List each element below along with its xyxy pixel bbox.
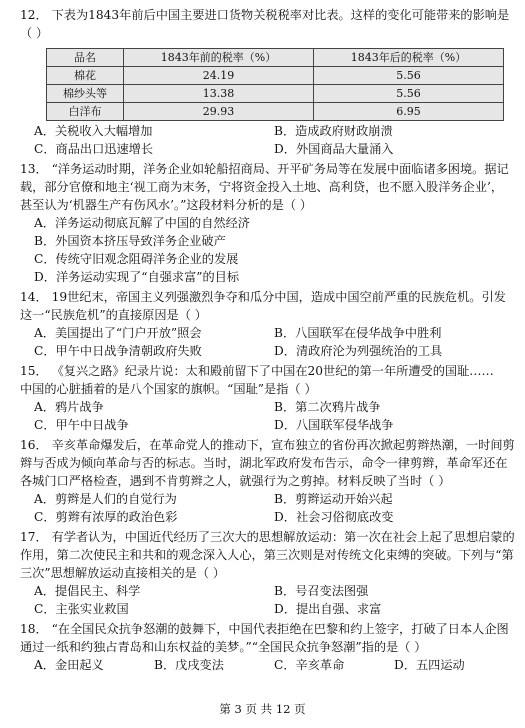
table-header: 1843年前的税率（%） bbox=[124, 49, 314, 67]
question-stem: 三次”思想解放运动直接相关的是（ ） bbox=[20, 566, 226, 580]
option-b: B．号召变法图强 bbox=[274, 584, 369, 598]
option-d: D．外国商品大量涌入 bbox=[274, 142, 394, 156]
question-14 bbox=[20, 288, 511, 360]
question-stem: 18． “在全国民众抗争怒潮的鼓舞下，中国代表拒绝在巴黎和约上签字，打破了日本人企图 bbox=[20, 622, 509, 636]
table-cell: 白洋布 bbox=[47, 103, 124, 121]
option-c: C．剪辫有浓厚的政治色彩 bbox=[34, 510, 178, 524]
option-b: B．造成政府财政崩溃 bbox=[274, 124, 393, 138]
option-a: A．提倡民主、科学 bbox=[34, 584, 141, 598]
question-stem: 辫与否成为倾向革命与否的标志。当时，湖北军政府发布告示，命令一律剪辫，革命军还在 bbox=[20, 456, 508, 470]
option-d: D．清政府沦为列强统治的工具 bbox=[274, 344, 443, 358]
option-c: C．商品出口迅速增长 bbox=[34, 142, 154, 156]
option-b: B．剪辫运动开始兴起 bbox=[274, 492, 393, 506]
question-stem: 载，部分官僚和地主‘视工商为末务，宁将资金投入土地、高利贷，也不愿入股洋务企业’， bbox=[20, 180, 504, 194]
tariff-table bbox=[46, 48, 504, 121]
option-b: B．外国资本挤压导致洋务企业破产 bbox=[34, 234, 226, 248]
question-stem: 作用，第二次使民主和共和的观念深入人心，第三次则是对传统文化束缚的突破。下列与“第 bbox=[20, 548, 514, 562]
option-a: A．洋务运动彻底瓦解了中国的自然经济 bbox=[34, 216, 250, 230]
option-d: D．提出自强、求富 bbox=[274, 602, 382, 616]
table-cell: 24.19 bbox=[124, 67, 314, 85]
table-row bbox=[47, 103, 504, 121]
table-cell: 6.95 bbox=[314, 103, 504, 121]
table-cell: 29.93 bbox=[124, 103, 314, 121]
option-a: A．剪辫是人们的自觉行为 bbox=[34, 492, 177, 506]
table-cell: 13.38 bbox=[124, 85, 314, 103]
question-stem: 13． “洋务运动时期，洋务企业如轮船招商局、开平矿务局等在发展中面临诸多困境。据记 bbox=[20, 162, 509, 176]
question-stem: 16． 辛亥革命爆发后，在革命党人的推动下，宣布独立的省份再次掀起剪辫热潮，一时间剪 bbox=[20, 438, 515, 452]
question-12-options bbox=[20, 122, 511, 158]
option-c: C．甲午中日战争 bbox=[34, 418, 129, 432]
question-16 bbox=[20, 436, 515, 526]
option-a: A．关税收入大幅增加 bbox=[34, 124, 153, 138]
table-header-row bbox=[47, 49, 504, 67]
option-c: C．辛亥革命 bbox=[274, 658, 345, 672]
option-a: A．美国提出了“门户开放”照会 bbox=[34, 326, 202, 340]
option-b: B．八国联军在侵华战争中胜利 bbox=[274, 326, 442, 340]
option-c: C．主张实业救国 bbox=[34, 602, 129, 616]
option-a: A．鸦片战争 bbox=[34, 400, 104, 414]
question-18 bbox=[20, 620, 511, 674]
table-header: 品名 bbox=[47, 49, 124, 67]
question-stem: 17． 有学者认为，中国近代经历了三次大的思想解放运动：第一次在社会上起了思想启蒙的 bbox=[20, 530, 515, 544]
option-b: B．第二次鸦片战争 bbox=[274, 400, 381, 414]
table-cell: 棉纱头等 bbox=[47, 85, 124, 103]
question-17 bbox=[20, 528, 515, 618]
option-a: A．金田起义 bbox=[34, 658, 104, 672]
answer-bracket: （ ） bbox=[20, 26, 49, 40]
table-row bbox=[47, 67, 504, 85]
table-cell: 5.56 bbox=[314, 85, 504, 103]
table-cell: 5.56 bbox=[314, 67, 504, 85]
question-12 bbox=[20, 6, 511, 42]
option-d: D．八国联军侵华战争 bbox=[274, 418, 394, 432]
question-stem: 12． 下表为1843年前后中国主要进口货物关税税率对比表。这样的变化可能带来的影响是 bbox=[20, 8, 510, 22]
option-d: D．洋务运动实现了“自强求富”的目标 bbox=[34, 270, 240, 284]
question-stem: 各城门口严格检查，遇到不肯剪辫之人，就强行为之剪掉。材料反映了当时（ ） bbox=[20, 474, 451, 488]
page-number: 第 3 页 共 12 页 bbox=[219, 702, 306, 716]
question-stem: 15． 《复兴之路》纪录片说：太和殿前留下了中国在20世纪的第一年所遭受的国耻…… bbox=[20, 364, 494, 378]
table-row bbox=[47, 85, 504, 103]
question-stem: 通过一纸和约独占青岛和山东权益的美梦。”“全国民众抗争怒潮”指的是（ ） bbox=[20, 640, 427, 654]
option-d: D．五四运动 bbox=[394, 658, 465, 672]
option-d: D．社会习俗彻底改变 bbox=[274, 510, 394, 524]
question-15 bbox=[20, 362, 511, 434]
option-c: C．传统守旧观念阻碍洋务企业的发展 bbox=[34, 252, 239, 266]
option-c: C．甲午中日战争清朝政府失败 bbox=[34, 344, 202, 358]
question-stem: 14． 19世纪末，帝国主义列强激烈争夺和瓜分中国，造成中国空前严重的民族危机。引发 bbox=[20, 290, 506, 304]
question-stem: 这一“民族危机”的直接原因是（ ） bbox=[20, 308, 207, 322]
table-header: 1843年后的税率（%） bbox=[314, 49, 504, 67]
option-b: B．戊戌变法 bbox=[154, 658, 224, 672]
question-stem: 中国的心脏插着的是八个国家的旗帜。“国耻”是指（ ） bbox=[20, 382, 317, 396]
question-stem: 甚至认为‘机器生产有伤风水’。”这段材料分析的是（ ） bbox=[20, 198, 313, 212]
table-cell: 棉花 bbox=[47, 67, 124, 85]
question-13 bbox=[20, 160, 511, 286]
